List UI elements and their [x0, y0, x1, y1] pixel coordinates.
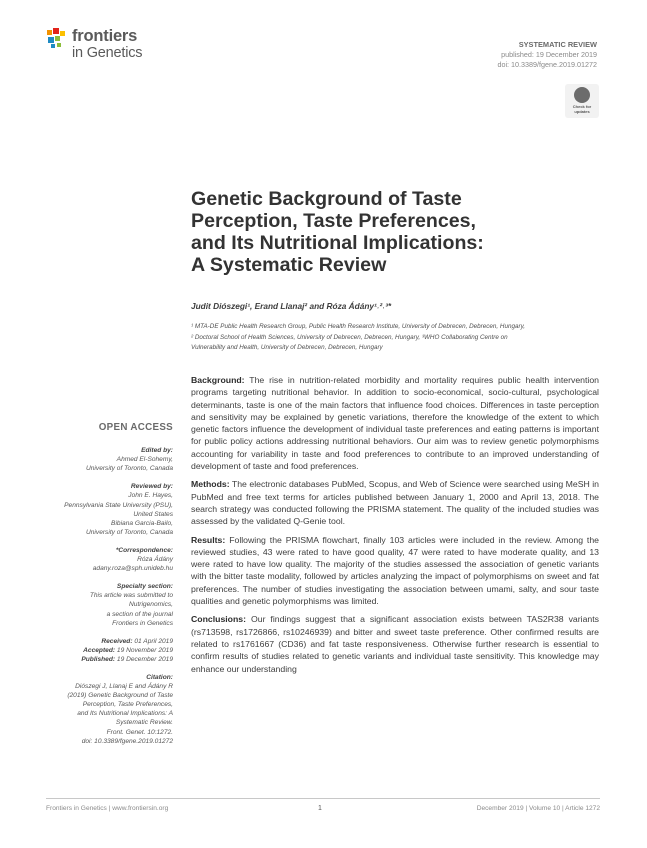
badge-line2: updates: [574, 108, 590, 114]
affiliation-line: ¹ MTA-DE Public Health Research Group, Public Health Research Institute, University of Debrecen, Debrecen, Hungary,: [191, 323, 525, 330]
footer-journal[interactable]: Frontiers in Genetics | www.frontiersin.org: [46, 805, 169, 812]
footer-divider: [46, 798, 600, 799]
article-info-sidebar: [46, 423, 173, 746]
citation-line: Perception, Taste Preferences,: [82, 701, 173, 709]
footer-issue: December 2019 | Volume 10 | Article 1272: [476, 805, 600, 812]
editor-line: University of Toronto, Canada: [86, 465, 173, 473]
doi[interactable]: doi: 10.3389/fgene.2019.01272: [497, 60, 597, 69]
accepted-date: Accepted: 19 November 2019: [83, 646, 173, 654]
correspondence-name: Róza Ádány: [137, 556, 173, 564]
editor-line: Ahmed El-Sohemy,: [116, 456, 173, 464]
frontiers-logo-icon: [46, 28, 68, 50]
check-for-updates-badge[interactable]: [565, 84, 599, 118]
abstract-methods: Methods: The electronic databases PubMed, Scopus, and Web of Science were searched using MeSH in PubMed and free text terms for articles published between January 1, 2000 and April 13, 2018. The search strategy was conducted following the PRISMA statement. The quality of the included studies was assessed by the validated Q-Genie tool.: [191, 479, 599, 527]
abstract-results: Results: Following the PRISMA flowchart, finally 103 articles were included in the review. Among the reviewed studies, 43 were rated to have good quality, 47 were rated to have moderate quality, and 13 were rated to have low quality. The majority of the studies assessed the association of genetic variants with the bitter taste modality, followed by articles analyzing the impact of polymorphisms on sweet and fat preferences. The number of studies investigating the association between umami, salty, and sour taste qualities and genetic polymorphisms was limited.: [191, 534, 599, 607]
check-updates-icon: [574, 87, 590, 103]
reviewer-line: United States: [133, 510, 173, 518]
citation-line: Front. Genet. 10:1272.: [106, 728, 173, 736]
abstract: [191, 374, 599, 681]
journal-logo: [46, 28, 156, 68]
reviewer-line: John E. Hayes,: [128, 492, 173, 500]
title-line: A Systematic Review: [191, 254, 387, 276]
title-line: Perception, Taste Preferences,: [191, 210, 476, 232]
citation-line: doi: 10.3389/fgene.2019.01272: [81, 737, 173, 745]
reviewer-line: Bibiana Garcia-Bailo,: [111, 519, 173, 527]
article-title: [191, 188, 591, 276]
title-line: Genetic Background of Taste: [191, 188, 462, 210]
affiliations: [191, 322, 601, 354]
affiliation-line: ² Doctoral School of Health Sciences, University of Debrecen, Debrecen, Hungary, ³WHO Collaborating Centre on: [191, 333, 508, 341]
page-number: 1: [318, 805, 322, 812]
published-date: published: 19 December 2019: [501, 50, 597, 59]
abstract-conclusions: Conclusions: Our findings suggest that a significant association exists between TAS2R38 variants (rs713598, rs1726866, rs10246939) and bitter and sweet taste preference. Other confirmed results are related to rs1761667 (CD36) and fat taste responsiveness. Otherwise further research is essential to confirm results of studies related to genetic variants and individual taste sensitivity. This knowledge may enhance our understanding: [191, 614, 599, 674]
affiliation-line: Vulnerability and Health, University of Debrecen, Debrecen, Hungary: [191, 344, 383, 351]
specialty-line: a section of the journal: [106, 610, 173, 618]
specialty-line: This article was submitted to: [89, 592, 173, 600]
badge-line1: Check for: [572, 104, 592, 109]
citation-label: Citation:: [146, 673, 173, 681]
reviewer-line: University of Toronto, Canada: [86, 528, 173, 536]
open-access-label: OPEN ACCESS: [98, 422, 173, 433]
abstract-background: Background: The rise in nutrition-related morbidity and mortality requires public health intervention programs targeting nutritional behavior. In addition to socio-economical, socio-cultural, psychological determinants, taste is one of the main factors that influence food choices. Differences in taste perception and sensitivity may be explained by genetic variations, therefore the knowledge of the extent to which genetic factors influence the development of individual taste preferences and eating patterns is important for public policy actions addressing nutritional behaviors. Our aim was to review genetic polymorphisms accounting for variability in taste and food preferences to contribute to an improved understanding of development of taste and food preferences.: [191, 375, 599, 472]
article-header: [497, 40, 597, 70]
author-list: Judit Diószegi¹, Erand Llanaj² and Róza Ádány¹˒²˒³*: [191, 301, 392, 311]
citation-line: and Its Nutritional Implications: A: [77, 710, 173, 718]
logo-journal: in Genetics: [72, 45, 143, 61]
specialty-line: Frontiers in Genetics: [112, 619, 173, 627]
edited-by-label: Edited by:: [141, 447, 173, 455]
correspondence-email[interactable]: adany.roza@sph.unideb.hu: [92, 565, 173, 573]
reviewer-line: Pennsylvania State University (PSU),: [64, 501, 173, 509]
received-date: Received: 01 April 2019: [101, 637, 173, 645]
published-date-sidebar: Published: 19 December 2019: [81, 655, 173, 663]
specialty-label: Specialty section:: [116, 583, 173, 591]
specialty-line: Nutrigenomics,: [129, 601, 173, 609]
logo-frontiers: frontiers: [72, 27, 138, 45]
citation-line: Diószegi J, Llanaj E and Ádány R: [75, 683, 173, 691]
article-type: SYSTEMATIC REVIEW: [518, 40, 597, 49]
citation-line: Systematic Review.: [115, 719, 173, 727]
reviewed-by-label: Reviewed by:: [130, 483, 173, 491]
title-line: and Its Nutritional Implications:: [191, 232, 484, 254]
correspondence-label: *Correspondence:: [115, 546, 173, 554]
citation-line: (2019) Genetic Background of Taste: [67, 692, 173, 700]
